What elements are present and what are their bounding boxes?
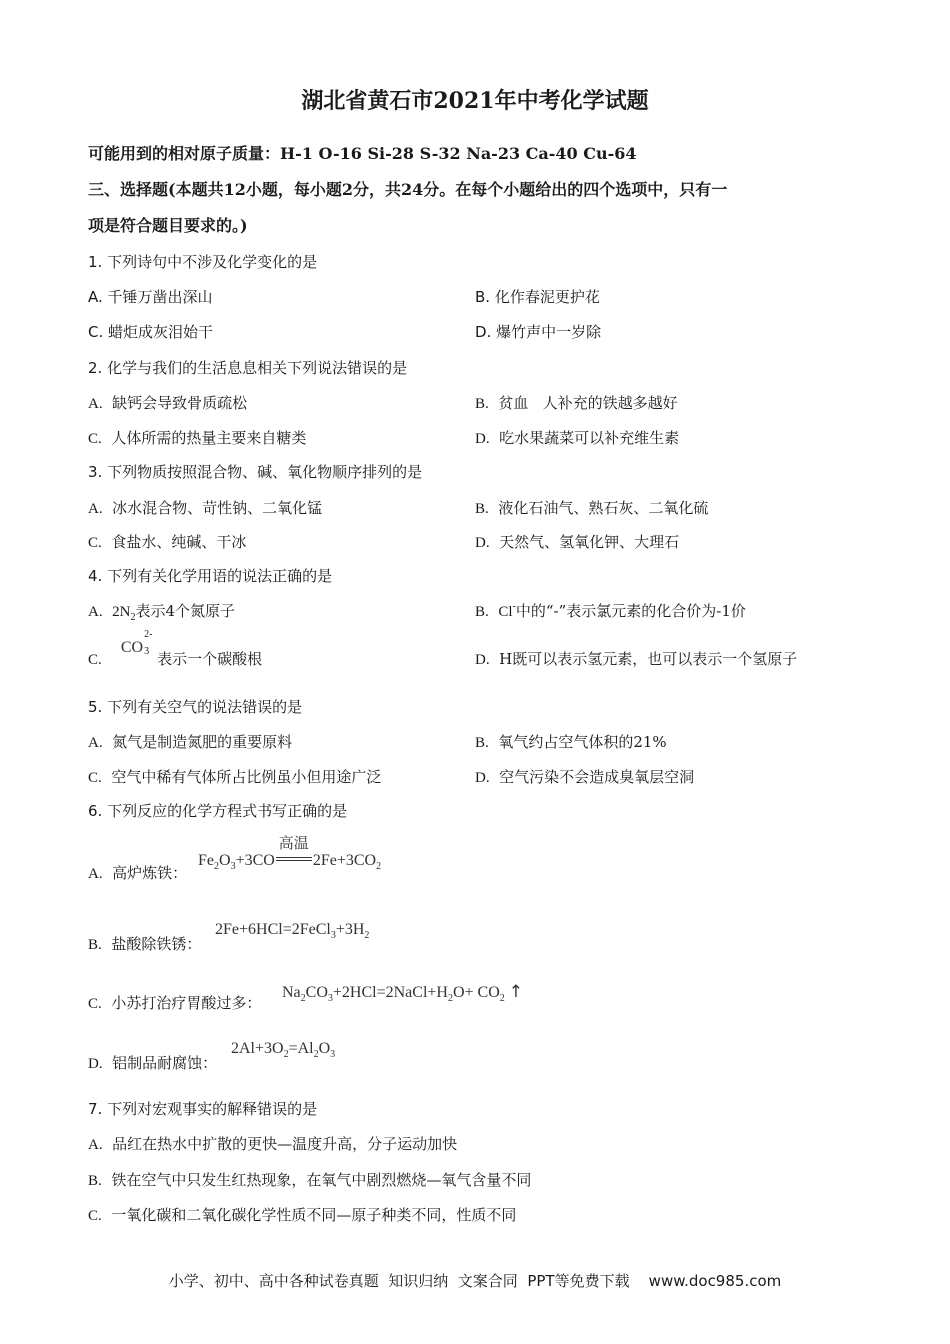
option-text: 品红在热水中扩散的更快—温度升高，分子运动加快	[112, 1135, 458, 1153]
q3-option-a	[88, 497, 322, 518]
question-number: 3.	[88, 463, 103, 481]
option-text: 化作春泥更护花	[494, 288, 600, 306]
question-number: 7.	[88, 1100, 103, 1118]
q1-option-d	[475, 321, 601, 342]
section-heading-line2: 项是符合题目要求的。)	[88, 216, 248, 235]
equation-a: $Fe_2O_3+3CO$ 高温 $2Fe+3CO_2$	[198, 852, 381, 872]
formula-superscript: -	[512, 601, 516, 612]
option-letter: A.	[88, 735, 103, 751]
equals-sign	[276, 857, 312, 861]
option-letter: C.	[88, 431, 102, 447]
q1-option-a	[88, 286, 213, 307]
question-stem: 下列诗句中不涉及化学变化的是	[107, 253, 318, 271]
q7-option-b	[88, 1169, 531, 1190]
formula-superscript: 2-	[144, 629, 153, 640]
formula-subscript: 3	[144, 646, 150, 657]
question-6	[88, 800, 347, 821]
option-letter: B.	[475, 604, 489, 620]
question-number: 6.	[88, 802, 103, 820]
page-title: 湖北省黄石市2021年中考化学试题	[301, 88, 649, 114]
atomic-mass-line: 可能用到的相对原子质量：H-1 O-16 Si-28 S-32 Na-23 Ca-40 Cu-64	[88, 144, 637, 163]
option-letter: C.	[88, 770, 102, 786]
option-letter: A.	[88, 501, 103, 517]
question-stem: 下列对宏观事实的解释错误的是	[107, 1100, 318, 1118]
option-letter: D.	[88, 1056, 103, 1072]
q2-option-d	[475, 427, 679, 448]
option-letter: A.	[88, 866, 103, 882]
q4-option-a	[88, 600, 235, 623]
option-text: 空气污染不会造成臭氧层空洞	[499, 768, 695, 786]
q7-option-a	[88, 1133, 457, 1154]
q2-option-a	[88, 392, 247, 413]
option-letter: B.	[88, 1173, 102, 1189]
option-text: 铝制品耐腐蚀：	[112, 1054, 218, 1072]
q3-option-d	[475, 531, 679, 552]
q3-option-b	[475, 497, 708, 518]
question-stem: 下列反应的化学方程式书写正确的是	[107, 802, 348, 820]
question-5	[88, 696, 302, 717]
option-letter: A.	[88, 1137, 103, 1153]
question-number: 4.	[88, 567, 103, 585]
question-stem: 下列有关空气的说法错误的是	[107, 698, 303, 716]
q2-option-c	[88, 427, 306, 448]
option-text: 氮气是制造氮肥的重要原料	[112, 733, 293, 751]
question-stem: 下列有关化学用语的说法正确的是	[107, 567, 333, 585]
option-text: 氧气约占空气体积的21%	[498, 733, 667, 751]
q1-option-c	[88, 321, 213, 342]
option-text: 盐酸除铁锈：	[111, 935, 202, 953]
question-7	[88, 1098, 317, 1119]
option-text: 千锤万凿出深山	[107, 288, 213, 306]
q5-option-d	[475, 766, 694, 787]
option-text: 小苏打治疗胃酸过多：	[111, 994, 262, 1012]
option-letter: D.	[475, 535, 490, 551]
q6-option-d	[88, 1052, 217, 1073]
q6-option-a	[88, 862, 187, 883]
option-letter: A.	[88, 288, 103, 306]
option-text: 缺钙会导致骨质疏松	[112, 394, 248, 412]
formula-subscript: 2	[130, 612, 136, 623]
q6-option-b	[88, 933, 201, 954]
q1-option-b	[475, 286, 600, 307]
question-3	[88, 461, 422, 482]
option-letter: C.	[88, 996, 102, 1012]
option-letter: A.	[88, 604, 103, 620]
q7-option-c	[88, 1204, 516, 1225]
q3-option-c	[88, 531, 246, 552]
q5-option-c	[88, 766, 381, 787]
option-text: 液化石油气、熟石灰、二氧化硫	[498, 499, 709, 517]
option-text: 铁在空气中只发生红热现象，在氧气中剧烈燃烧—氧气含量不同	[111, 1171, 532, 1189]
option-letter: D.	[475, 652, 490, 668]
page-footer: 小学、初中、高中各种试卷真题 知识归纳 文案合同 PPT等免费下载 www.doc985.com	[168, 1272, 782, 1290]
q2-option-b	[475, 392, 678, 413]
option-letter: C.	[88, 535, 102, 551]
option-text: 冰水混合物、苛性钠、二氧化锰	[112, 499, 323, 517]
option-text: 表示一个碳酸根	[157, 650, 263, 668]
option-text: 人体所需的热量主要来自糖类	[111, 429, 307, 447]
reaction-condition	[275, 836, 313, 870]
option-text: 爆竹声中一岁除	[496, 323, 602, 341]
option-letter: B.	[475, 396, 489, 412]
option-text: 一氧化碳和二氧化碳化学性质不同—原子种类不同，性质不同	[111, 1206, 517, 1224]
option-text: H既可以表示氢元素，也可以表示一个氢原子	[499, 650, 798, 668]
q5-option-a	[88, 731, 292, 752]
section-heading-line1: 三、选择题(本题共12小题，每小题2分，共24分。在每个小题给出的四个选项中，只有一	[88, 180, 728, 199]
option-letter: D.	[475, 431, 490, 447]
equation-b: $2Fe+6HCl=2FeCl_3+3H_2$	[215, 921, 370, 941]
option-letter: B.	[475, 501, 489, 517]
question-2	[88, 357, 407, 378]
option-letter: A.	[88, 396, 103, 412]
question-number: 5.	[88, 698, 103, 716]
option-letter: B.	[475, 288, 491, 306]
equation-d: $2Al+3O_2=Al_2O_3$	[231, 1040, 336, 1060]
option-text: 贫血 人补充的铁越多越好	[498, 394, 678, 412]
q4-option-d	[475, 648, 797, 669]
question-1	[88, 251, 317, 272]
formula-co3: CO	[120, 639, 144, 656]
option-text: 中的“-”表示氯元素的化合价为-1价	[515, 602, 746, 620]
option-letter: C.	[88, 1208, 102, 1224]
q6-option-c	[88, 992, 261, 1013]
equation-c: $Na_2CO_3+2HCl=2NaCl+H_2O+ CO_2$ ↑	[282, 982, 524, 1004]
option-text: 空气中稀有气体所占比例虽小但用途广泛	[111, 768, 382, 786]
question-4	[88, 565, 332, 586]
option-text: 食盐水、纯碱、干冰	[111, 533, 247, 551]
condition-label: 高温	[278, 836, 309, 852]
question-stem: 下列物质按照混合物、碱、氧化物顺序排列的是	[107, 463, 423, 481]
option-letter: C.	[88, 323, 104, 341]
option-text: 蜡炬成灰泪始干	[108, 323, 214, 341]
option-letter: D.	[475, 770, 490, 786]
option-text: 吃水果蔬菜可以补充维生素	[499, 429, 680, 447]
q4-option-b	[475, 600, 746, 621]
q5-option-b	[475, 731, 667, 752]
option-text: 高炉炼铁：	[112, 864, 188, 882]
q4-option-c	[88, 629, 263, 670]
option-text: 天然气、氢氧化钾、大理石	[499, 533, 680, 551]
question-stem: 化学与我们的生活息息相关下列说法错误的是	[107, 359, 408, 377]
question-number: 2.	[88, 359, 103, 377]
question-number: 1.	[88, 253, 103, 271]
formula-2n2: 2N	[112, 604, 131, 620]
gas-arrow-icon: ↑	[508, 982, 524, 1002]
formula-cl: Cl	[498, 604, 513, 620]
option-letter: C.	[88, 652, 102, 668]
option-letter: B.	[88, 937, 102, 953]
option-text: 表示4个氮原子	[135, 602, 236, 620]
option-letter: B.	[475, 735, 489, 751]
option-letter: D.	[475, 323, 492, 341]
